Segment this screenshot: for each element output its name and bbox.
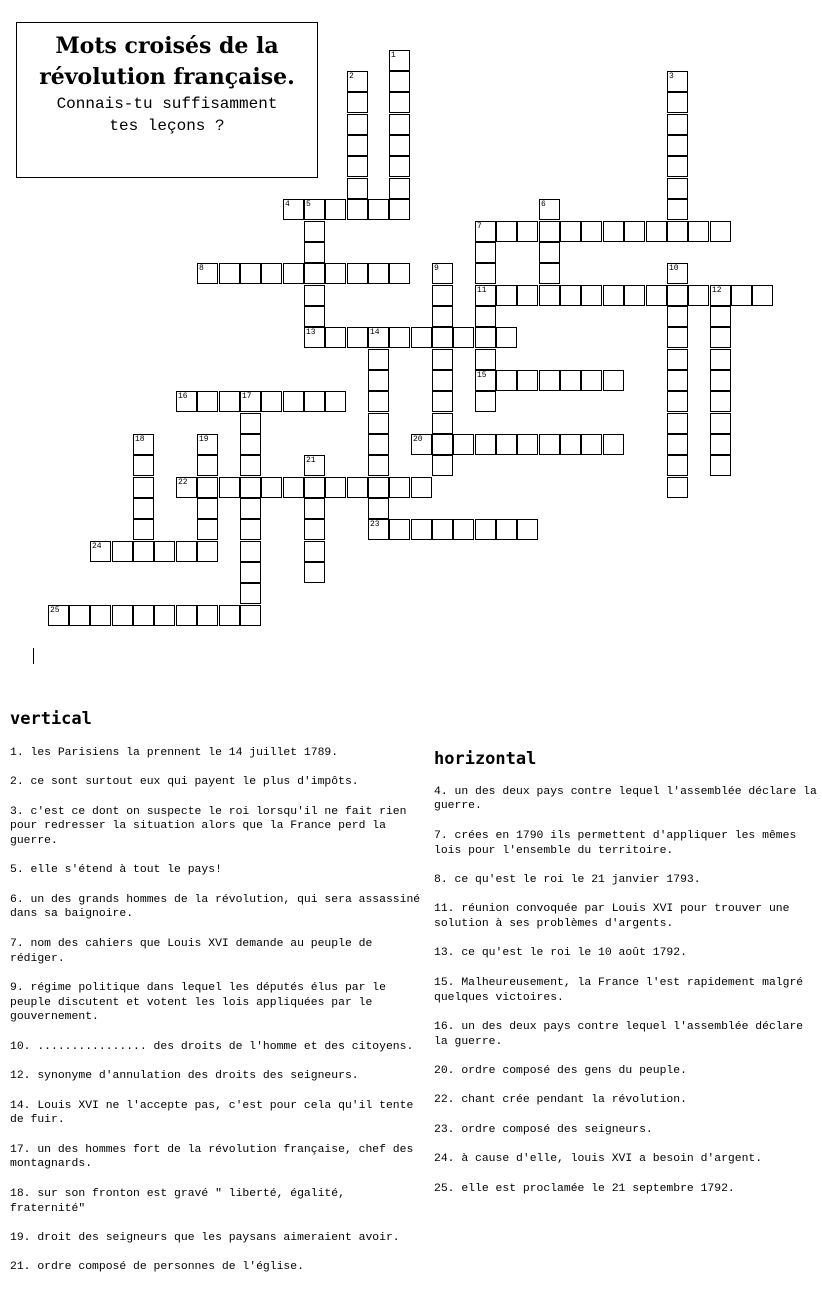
grid-cell[interactable] xyxy=(646,221,667,242)
grid-cell[interactable] xyxy=(539,221,560,242)
clue-number: 7 xyxy=(477,222,482,231)
grid-cell[interactable] xyxy=(347,178,368,199)
grid-cell[interactable] xyxy=(347,71,368,92)
grid-cell[interactable] xyxy=(240,498,261,519)
grid-cell[interactable] xyxy=(581,285,602,306)
grid-cell[interactable] xyxy=(325,263,346,284)
grid-cell[interactable] xyxy=(368,391,389,412)
vertical-clue: 7. nom des cahiers que Louis XVI demande au peuple de rédiger. xyxy=(10,937,373,965)
grid-cell[interactable] xyxy=(475,306,496,327)
grid-cell[interactable] xyxy=(560,221,581,242)
grid-cell[interactable] xyxy=(133,477,154,498)
grid-cell[interactable] xyxy=(261,477,282,498)
grid-cell[interactable] xyxy=(475,263,496,284)
grid-cell[interactable] xyxy=(432,391,453,412)
grid-cell[interactable] xyxy=(368,498,389,519)
grid-cell[interactable] xyxy=(133,541,154,562)
grid-cell[interactable] xyxy=(219,263,240,284)
grid-cell[interactable] xyxy=(240,263,261,284)
grid-cell[interactable] xyxy=(517,285,538,306)
grid-cell[interactable] xyxy=(304,541,325,562)
grid-cell[interactable] xyxy=(539,242,560,263)
grid-cell[interactable] xyxy=(710,221,731,242)
grid-cell[interactable] xyxy=(539,199,560,220)
grid-cell[interactable] xyxy=(219,391,240,412)
grid-cell[interactable] xyxy=(90,541,111,562)
grid-cell[interactable] xyxy=(240,477,261,498)
grid-cell[interactable] xyxy=(304,327,325,348)
horizontal-clue: 23. ordre composé des seigneurs. xyxy=(434,1123,653,1136)
grid-cell[interactable] xyxy=(710,391,731,412)
grid-cell[interactable] xyxy=(304,477,325,498)
grid-cell[interactable] xyxy=(432,263,453,284)
grid-cell[interactable] xyxy=(389,199,410,220)
title-line-2: révolution française. xyxy=(39,64,295,90)
grid-cell[interactable] xyxy=(560,434,581,455)
grid-cell[interactable] xyxy=(304,263,325,284)
grid-cell[interactable] xyxy=(197,477,218,498)
grid-cell[interactable] xyxy=(240,541,261,562)
clue-number: 25 xyxy=(50,606,60,615)
crossword-grid xyxy=(0,0,822,640)
grid-cell[interactable] xyxy=(325,391,346,412)
grid-cell[interactable] xyxy=(539,370,560,391)
grid-cell[interactable] xyxy=(347,327,368,348)
grid-cell[interactable] xyxy=(389,135,410,156)
grid-cell[interactable] xyxy=(432,370,453,391)
vertical-clue: 12. synonyme d'annulation des droits des seigneurs. xyxy=(10,1070,359,1083)
clue-number: 13 xyxy=(306,328,316,337)
grid-cell[interactable] xyxy=(69,605,90,626)
grid-cell[interactable] xyxy=(710,306,731,327)
grid-cell[interactable] xyxy=(667,370,688,391)
horizontal-clue: 8. ce qu'est le roi le 21 janvier 1793. xyxy=(434,873,701,886)
vertical-clue: 19. droit des seigneurs que les paysans aimeraient avoir. xyxy=(10,1231,400,1244)
grid-cell[interactable] xyxy=(710,434,731,455)
grid-cell[interactable] xyxy=(304,391,325,412)
grid-cell[interactable] xyxy=(603,434,624,455)
grid-cell[interactable] xyxy=(539,434,560,455)
grid-cell[interactable] xyxy=(368,199,389,220)
clue-number: 1 xyxy=(391,51,396,60)
grid-cell[interactable] xyxy=(283,263,304,284)
grid-cell[interactable] xyxy=(646,285,667,306)
grid-cell[interactable] xyxy=(667,477,688,498)
grid-cell[interactable] xyxy=(432,434,453,455)
grid-cell[interactable] xyxy=(389,156,410,177)
grid-cell[interactable] xyxy=(347,135,368,156)
grid-cell[interactable] xyxy=(90,605,111,626)
grid-cell[interactable] xyxy=(176,391,197,412)
grid-cell[interactable] xyxy=(517,434,538,455)
grid-cell[interactable] xyxy=(325,199,346,220)
grid-cell[interactable] xyxy=(133,455,154,476)
clue-number: 10 xyxy=(669,264,679,273)
clue-number: 24 xyxy=(92,542,102,551)
grid-cell[interactable] xyxy=(368,434,389,455)
grid-cell[interactable] xyxy=(475,519,496,540)
grid-cell[interactable] xyxy=(389,178,410,199)
grid-cell[interactable] xyxy=(453,434,474,455)
grid-cell[interactable] xyxy=(731,285,752,306)
grid-cell[interactable] xyxy=(453,519,474,540)
horizontal-heading: horizontal xyxy=(434,749,537,769)
vertical-clue: 18. sur son fronton est gravé " liberté, égalité, fraternité" xyxy=(10,1187,345,1215)
grid-cell[interactable] xyxy=(496,370,517,391)
grid-cell[interactable] xyxy=(496,327,517,348)
vertical-clue: 17. un des hommes fort de la révolution française, chef des montagnards. xyxy=(10,1143,414,1171)
grid-cell[interactable] xyxy=(453,327,474,348)
grid-cell[interactable] xyxy=(389,263,410,284)
subtitle-line-1: Connais-tu suffisamment xyxy=(56,95,278,113)
grid-cell[interactable] xyxy=(688,221,709,242)
vertical-heading: vertical xyxy=(10,709,92,729)
grid-cell[interactable] xyxy=(48,605,69,626)
horizontal-clue: 13. ce qu'est le roi le 10 août 1792. xyxy=(434,947,687,960)
grid-cell[interactable] xyxy=(667,92,688,113)
grid-cell[interactable] xyxy=(475,434,496,455)
grid-cell[interactable] xyxy=(197,498,218,519)
grid-cell[interactable] xyxy=(389,71,410,92)
grid-cell[interactable] xyxy=(667,263,688,284)
grid-cell[interactable] xyxy=(325,477,346,498)
grid-cell[interactable] xyxy=(496,434,517,455)
grid-cell[interactable] xyxy=(560,370,581,391)
grid-cell[interactable] xyxy=(347,199,368,220)
grid-cell[interactable] xyxy=(667,135,688,156)
grid-cell[interactable] xyxy=(261,263,282,284)
clue-number: 15 xyxy=(477,371,487,380)
grid-cell[interactable] xyxy=(197,455,218,476)
grid-cell[interactable] xyxy=(368,263,389,284)
grid-cell[interactable] xyxy=(581,221,602,242)
vertical-clue: 6. un des grands hommes de la révolution, qui sera assassiné dans sa baignoire. xyxy=(10,893,421,921)
grid-cell[interactable] xyxy=(176,477,197,498)
grid-cell[interactable] xyxy=(475,327,496,348)
grid-cell[interactable] xyxy=(304,285,325,306)
grid-cell[interactable] xyxy=(432,285,453,306)
grid-cell[interactable] xyxy=(667,434,688,455)
grid-cell[interactable] xyxy=(517,519,538,540)
horizontal-clue: 15. Malheureusement, la France l'est rapidement malgré quelques victoires. xyxy=(434,976,804,1004)
horizontal-clue-list xyxy=(434,770,818,1211)
grid-cell[interactable] xyxy=(240,583,261,604)
grid-cell[interactable] xyxy=(539,285,560,306)
vertical-clue: 9. régime politique dans lequel les députés élus par le peuple discutent et votent les lois appliquées par le gouvernement. xyxy=(10,981,386,1024)
title-line-1: Mots croisés de la xyxy=(55,33,279,59)
clue-number: 16 xyxy=(178,392,188,401)
grid-cell[interactable] xyxy=(667,455,688,476)
clue-number: 9 xyxy=(434,264,439,273)
grid-cell[interactable] xyxy=(710,349,731,370)
horizontal-clue: 22. chant crée pendant la révolution. xyxy=(434,1094,687,1107)
grid-cell[interactable] xyxy=(347,156,368,177)
grid-cell[interactable] xyxy=(496,519,517,540)
grid-cell[interactable] xyxy=(475,221,496,242)
clue-number: 17 xyxy=(242,392,252,401)
grid-cell[interactable] xyxy=(368,455,389,476)
grid-cell[interactable] xyxy=(133,434,154,455)
clue-number: 5 xyxy=(306,200,311,209)
grid-cell[interactable] xyxy=(432,519,453,540)
grid-cell[interactable] xyxy=(304,455,325,476)
grid-cell[interactable] xyxy=(304,498,325,519)
grid-cell[interactable] xyxy=(325,327,346,348)
grid-cell[interactable] xyxy=(389,50,410,71)
horizontal-clue: 4. un des deux pays contre lequel l'assemblée déclare la guerre. xyxy=(434,785,817,813)
grid-cell[interactable] xyxy=(603,285,624,306)
grid-cell[interactable] xyxy=(603,221,624,242)
grid-cell[interactable] xyxy=(667,306,688,327)
grid-cell[interactable] xyxy=(624,221,645,242)
grid-cell[interactable] xyxy=(368,477,389,498)
grid-cell[interactable] xyxy=(240,605,261,626)
grid-cell[interactable] xyxy=(475,391,496,412)
horizontal-clue: 24. à cause d'elle, louis XVI a besoin d'argent. xyxy=(434,1153,763,1166)
grid-cell[interactable] xyxy=(517,370,538,391)
vertical-clue: 5. elle s'étend à tout le pays! xyxy=(10,864,222,877)
grid-cell[interactable] xyxy=(347,263,368,284)
grid-cell[interactable] xyxy=(261,391,282,412)
grid-cell[interactable] xyxy=(347,114,368,135)
grid-cell[interactable] xyxy=(368,370,389,391)
grid-cell[interactable] xyxy=(304,242,325,263)
grid-cell[interactable] xyxy=(347,92,368,113)
grid-cell[interactable] xyxy=(581,370,602,391)
grid-cell[interactable] xyxy=(240,455,261,476)
grid-cell[interactable] xyxy=(667,114,688,135)
grid-cell[interactable] xyxy=(475,349,496,370)
grid-cell[interactable] xyxy=(240,413,261,434)
grid-cell[interactable] xyxy=(283,477,304,498)
grid-cell[interactable] xyxy=(240,391,261,412)
grid-cell[interactable] xyxy=(197,519,218,540)
clue-number: 12 xyxy=(712,286,722,295)
vertical-clue-list xyxy=(10,731,422,1290)
clue-number: 21 xyxy=(306,456,316,465)
grid-cell[interactable] xyxy=(197,391,218,412)
grid-cell[interactable] xyxy=(112,605,133,626)
grid-cell[interactable] xyxy=(389,477,410,498)
subtitle-line-2: tes leçons ? xyxy=(109,117,225,135)
clue-number: 4 xyxy=(285,200,290,209)
grid-cell[interactable] xyxy=(219,605,240,626)
grid-cell[interactable] xyxy=(667,349,688,370)
grid-cell[interactable] xyxy=(624,285,645,306)
grid-cell[interactable] xyxy=(539,263,560,284)
vertical-clue: 10. ................ des droits de l'homme et des citoyens. xyxy=(10,1040,414,1053)
grid-cell[interactable] xyxy=(389,327,410,348)
grid-cell[interactable] xyxy=(240,562,261,583)
grid-cell[interactable] xyxy=(133,519,154,540)
grid-cell[interactable] xyxy=(517,221,538,242)
grid-cell[interactable] xyxy=(240,434,261,455)
grid-cell[interactable] xyxy=(475,370,496,391)
grid-cell[interactable] xyxy=(667,413,688,434)
grid-cell[interactable] xyxy=(710,370,731,391)
grid-cell[interactable] xyxy=(411,327,432,348)
vertical-clue: 21. ordre composé de personnes de l'église. xyxy=(10,1261,304,1274)
clue-number: 22 xyxy=(178,478,188,487)
grid-cell[interactable] xyxy=(389,114,410,135)
grid-cell[interactable] xyxy=(688,285,709,306)
clue-number: 6 xyxy=(541,200,546,209)
grid-cell[interactable] xyxy=(496,221,517,242)
grid-cell[interactable] xyxy=(368,327,389,348)
grid-cell[interactable] xyxy=(219,477,240,498)
grid-cell[interactable] xyxy=(432,455,453,476)
grid-cell[interactable] xyxy=(667,71,688,92)
text-cursor xyxy=(33,648,34,664)
clue-number: 8 xyxy=(199,264,204,273)
grid-cell[interactable] xyxy=(432,306,453,327)
grid-cell[interactable] xyxy=(411,434,432,455)
horizontal-clue: 20. ordre composé des gens du peuple. xyxy=(434,1065,687,1078)
clue-number: 19 xyxy=(199,435,209,444)
grid-cell[interactable] xyxy=(411,477,432,498)
grid-cell[interactable] xyxy=(347,477,368,498)
grid-cell[interactable] xyxy=(389,519,410,540)
grid-cell[interactable] xyxy=(240,519,261,540)
vertical-clue: 3. c'est ce dont on suspecte le roi lorsqu'il ne fait rien pour redresser la situation alors que la France perd la guerre. xyxy=(10,805,407,847)
clue-number: 2 xyxy=(349,72,354,81)
grid-cell[interactable] xyxy=(368,519,389,540)
vertical-clue: 1. les Parisiens la prennent le 14 juillet 1789. xyxy=(10,746,339,759)
grid-cell[interactable] xyxy=(603,370,624,391)
grid-cell[interactable] xyxy=(154,605,175,626)
vertical-clue: 14. Louis XVI ne l'accepte pas, c'est pour cela qu'il tente de fuir. xyxy=(10,1099,414,1127)
horizontal-clue: 7. crées en 1790 ils permettent d'appliquer les mêmes lois pour l'ensemble du territoire. xyxy=(434,829,797,857)
grid-cell[interactable] xyxy=(411,519,432,540)
grid-cell[interactable] xyxy=(197,263,218,284)
grid-cell[interactable] xyxy=(710,413,731,434)
grid-cell[interactable] xyxy=(197,434,218,455)
grid-cell[interactable] xyxy=(112,541,133,562)
grid-cell[interactable] xyxy=(667,327,688,348)
grid-cell[interactable] xyxy=(581,434,602,455)
grid-cell[interactable] xyxy=(197,541,218,562)
vertical-clue: 2. ce sont surtout eux qui payent le plus d'impôts. xyxy=(10,776,359,789)
grid-cell[interactable] xyxy=(283,199,304,220)
horizontal-clue: 25. elle est proclamée le 21 septembre 1792. xyxy=(434,1182,735,1195)
grid-cell[interactable] xyxy=(667,221,688,242)
grid-cell[interactable] xyxy=(710,285,731,306)
grid-cell[interactable] xyxy=(667,391,688,412)
horizontal-clue: 11. réunion convoquée par Louis XVI pour trouver une solution à ses problèmes d'argents. xyxy=(434,903,790,931)
grid-cell[interactable] xyxy=(667,156,688,177)
grid-cell[interactable] xyxy=(667,178,688,199)
horizontal-clue: 16. un des deux pays contre lequel l'assemblée déclare la guerre. xyxy=(434,1020,804,1048)
grid-cell[interactable] xyxy=(710,327,731,348)
grid-cell[interactable] xyxy=(368,349,389,370)
clue-number: 20 xyxy=(413,435,423,444)
grid-cell[interactable] xyxy=(304,519,325,540)
grid-cell[interactable] xyxy=(710,455,731,476)
grid-cell[interactable] xyxy=(133,498,154,519)
clue-number: 14 xyxy=(370,328,380,337)
grid-cell[interactable] xyxy=(432,327,453,348)
clue-number: 18 xyxy=(135,435,145,444)
grid-cell[interactable] xyxy=(667,199,688,220)
grid-cell[interactable] xyxy=(496,285,517,306)
grid-cell[interactable] xyxy=(176,541,197,562)
clue-number: 23 xyxy=(370,520,380,529)
grid-cell[interactable] xyxy=(389,92,410,113)
grid-cell[interactable] xyxy=(133,605,154,626)
grid-cell[interactable] xyxy=(432,413,453,434)
grid-cell[interactable] xyxy=(304,306,325,327)
grid-cell[interactable] xyxy=(368,413,389,434)
grid-cell[interactable] xyxy=(667,285,688,306)
clue-number: 3 xyxy=(669,72,674,81)
grid-cell[interactable] xyxy=(304,562,325,583)
grid-cell[interactable] xyxy=(432,349,453,370)
grid-cell[interactable] xyxy=(283,391,304,412)
grid-cell[interactable] xyxy=(560,285,581,306)
grid-cell[interactable] xyxy=(475,242,496,263)
grid-cell[interactable] xyxy=(197,605,218,626)
grid-cell[interactable] xyxy=(304,199,325,220)
clue-number: 11 xyxy=(477,286,487,295)
grid-cell[interactable] xyxy=(304,221,325,242)
grid-cell[interactable] xyxy=(176,605,197,626)
grid-cell[interactable] xyxy=(752,285,773,306)
grid-cell[interactable] xyxy=(154,541,175,562)
grid-cell[interactable] xyxy=(475,285,496,306)
